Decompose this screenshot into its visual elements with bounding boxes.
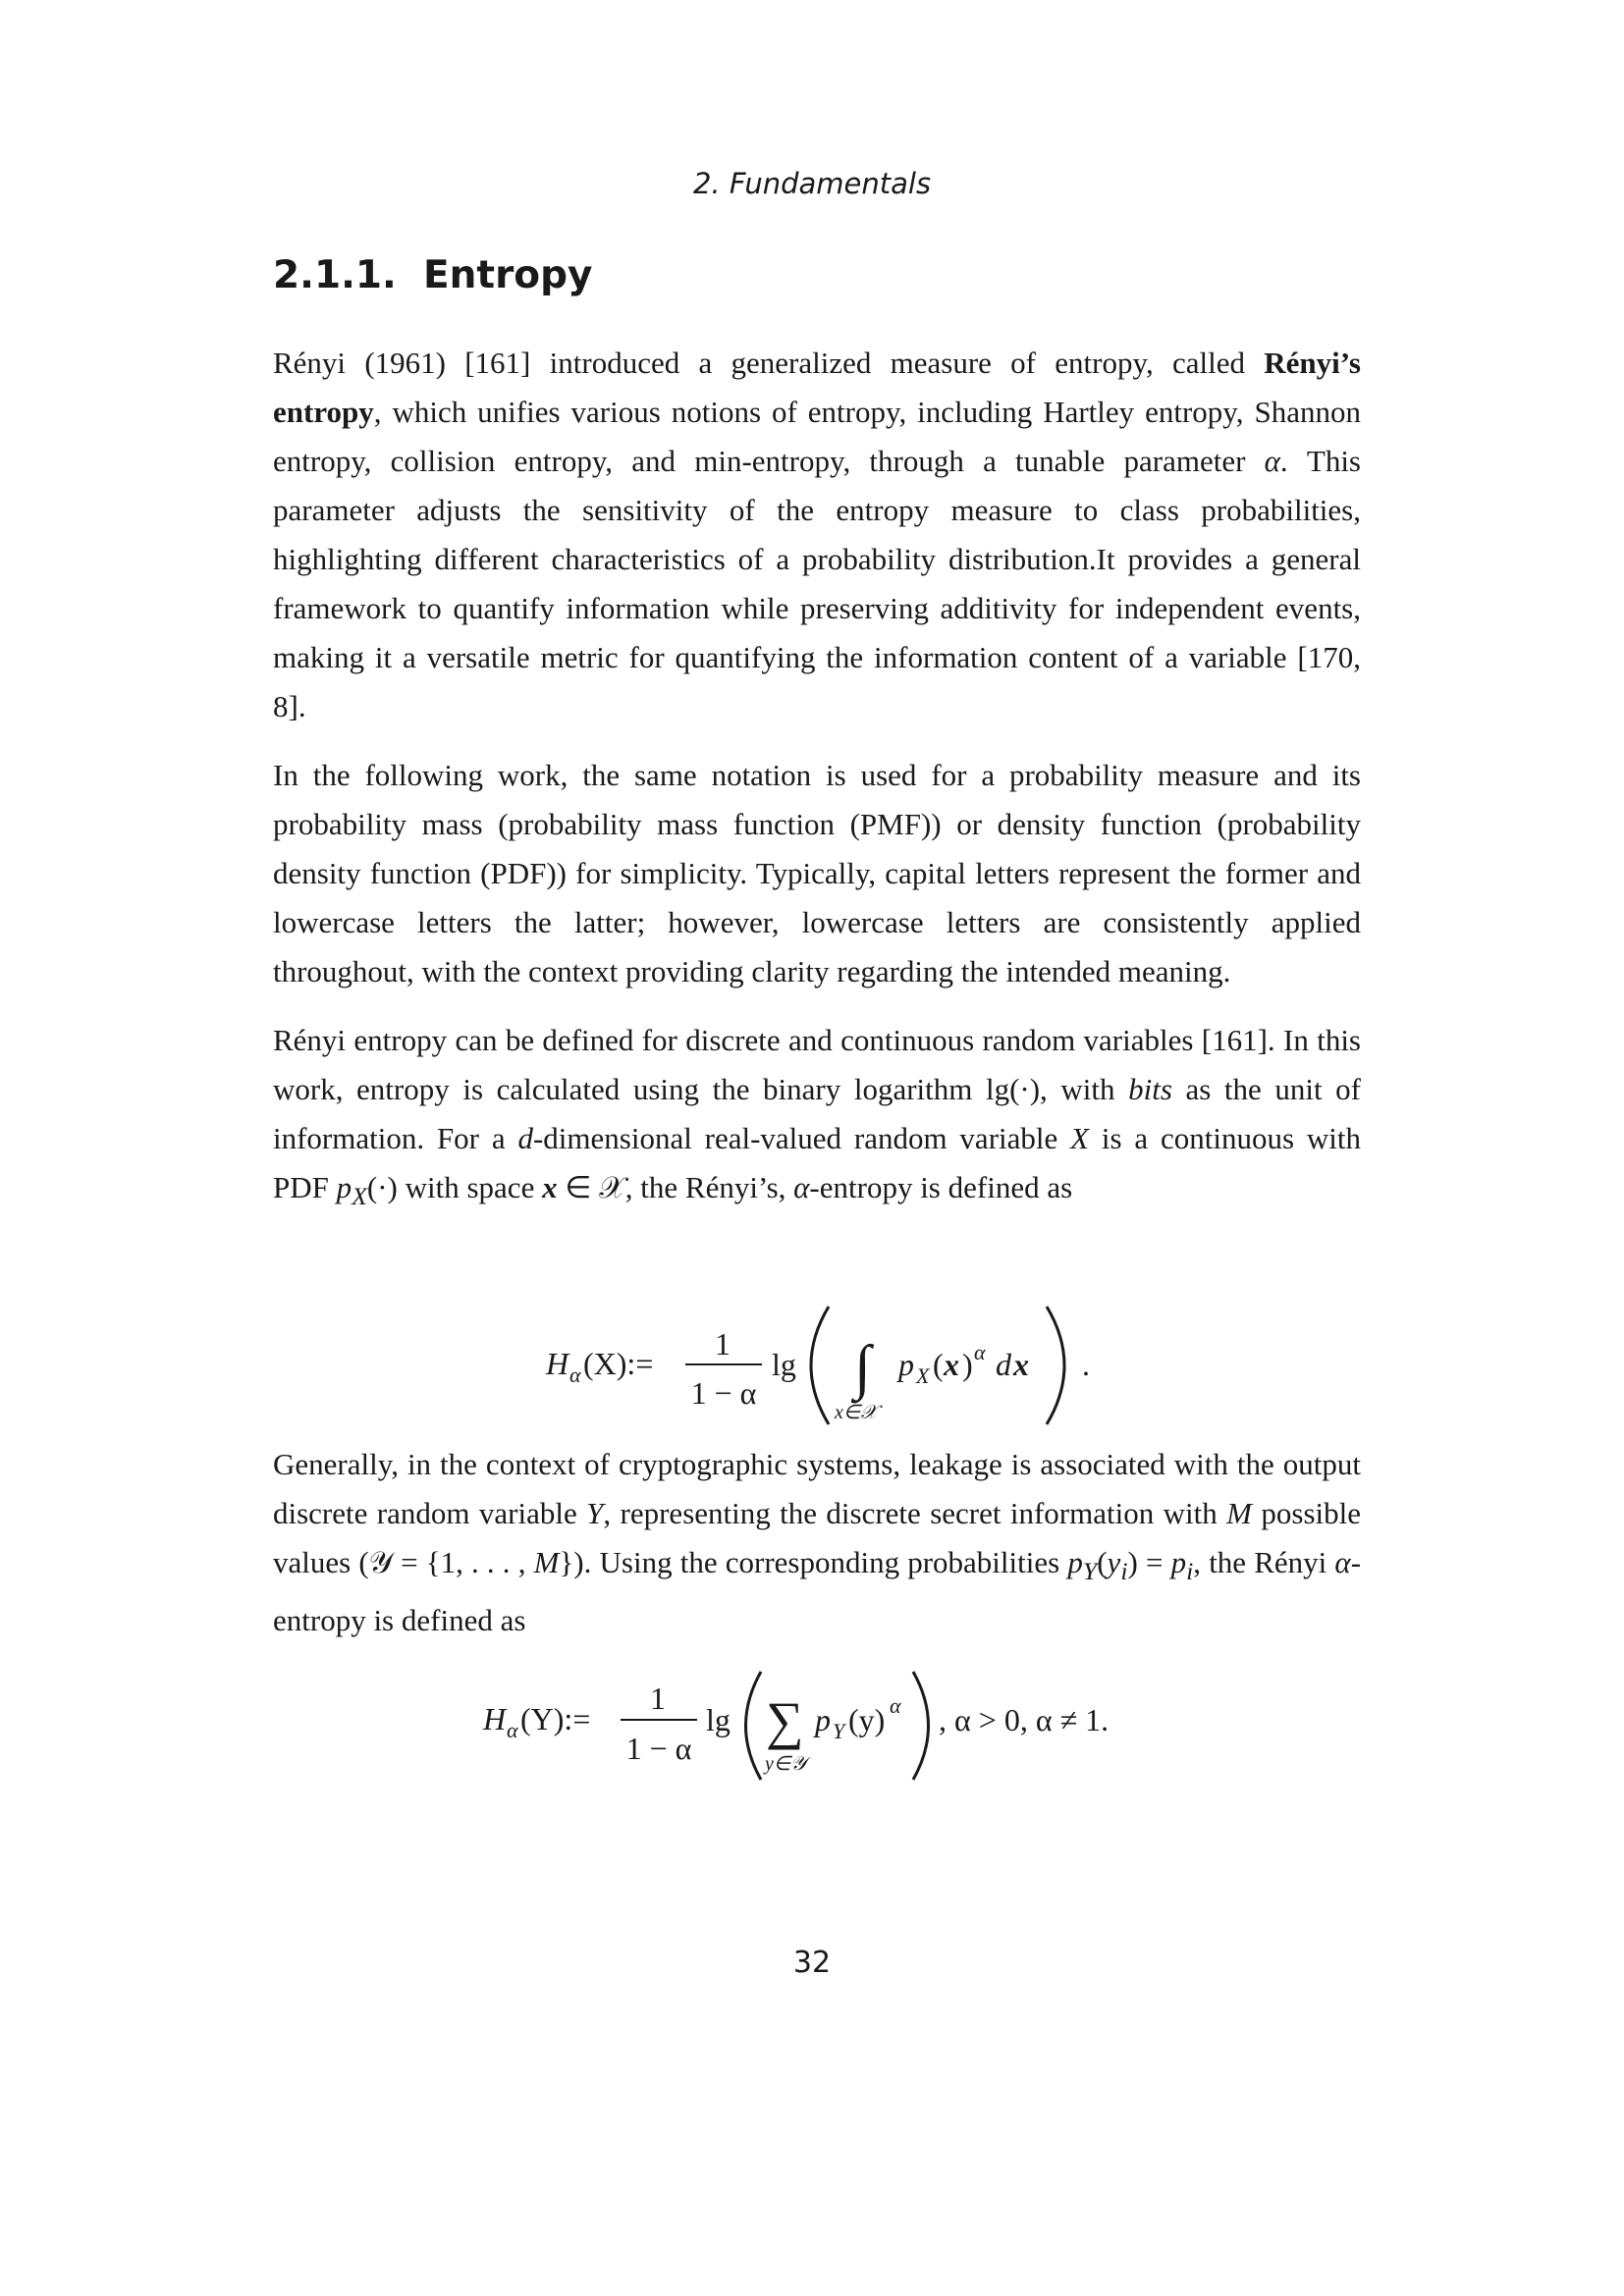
eq2-conditions: , α > 0, α ≠ 1. xyxy=(939,1702,1110,1737)
eq1-integrand-close: ) xyxy=(962,1347,973,1382)
eq2-sum: ∑ xyxy=(766,1691,804,1750)
eq2-lhs-rest: (Y):= xyxy=(520,1701,591,1736)
eq1-right-paren xyxy=(1047,1307,1064,1424)
eq1-left-paren xyxy=(811,1307,829,1424)
eq1-lhs-rest: (X):= xyxy=(583,1346,654,1381)
eq1-lhs-sub: α xyxy=(569,1362,581,1387)
text-block-2 xyxy=(273,1440,1361,1665)
section-number: 2.1.1. xyxy=(273,253,397,297)
section-heading xyxy=(273,253,592,297)
paragraph-1: Rényi (1961) [161] introduced a generalized measure of entropy, called Rényi’s entropy, which unifies various notions of entropy, including Hartley entropy, Shannon entropy, collision entropy, and min-entropy, through a tunable parameter α. This parameter adjusts the sensitivity of the entropy measure to class probabilities, highlighting different characteristics of a probability distribution.It provides a general framework to quantify information while preserving additivity for independent events, making it a versatile metric for quantifying the information content of a variable [170, 8]. xyxy=(273,346,1361,723)
eq1-integrand-sub: X xyxy=(916,1363,930,1388)
eq1-integrand-p: p xyxy=(898,1347,914,1382)
eq1-denominator: 1 − α xyxy=(690,1375,757,1411)
eq1-integral-sub: x∈𝒳 xyxy=(835,1402,878,1423)
eq1-integrand-sup: α xyxy=(974,1340,986,1364)
eq1-log: lg xyxy=(772,1347,796,1382)
eq2-log: lg xyxy=(706,1702,731,1737)
eq2-denominator: 1 − α xyxy=(625,1731,692,1766)
eq1-integrand-x: x xyxy=(944,1347,959,1382)
eq2-left-paren xyxy=(746,1672,762,1780)
paragraph-2: In the following work, the same notation is used for a probability measure and its probability mass (probability mass function (PMF)) or density function (probability density function (PDF)) for simplicity. Typically, capital letters represent the former and lowercase letters the latter; however, lowercase letters are consistently applied throughout, with the context providing clarity regarding the intended meaning. xyxy=(273,758,1361,988)
equation-1 xyxy=(0,1301,1624,1428)
running-header: 2. Fundamentals xyxy=(692,167,932,200)
section-title: Entropy xyxy=(423,253,593,297)
eq1-lhs-H: H xyxy=(546,1346,569,1381)
eq2-term-sup: α xyxy=(890,1693,901,1718)
eq2-term-p: p xyxy=(815,1702,831,1737)
paragraph-4: Generally, in the context of cryptographic systems, leakage is associated with the output discrete random variable Y, representing the discrete secret information with M possible values (𝒴 = {1, . . . , M}). Using the corresponding probabilities $p_Y(y_i) = p_i$, the Rényi α-entropy is defined as xyxy=(273,1447,1362,1638)
eq2-lhs-H: H xyxy=(483,1701,507,1736)
eq1-numerator: 1 xyxy=(715,1326,731,1362)
eq2-right-paren xyxy=(913,1672,929,1780)
eq2-term-rest: (y) xyxy=(848,1702,886,1737)
eq1-differential-x: x xyxy=(1013,1347,1029,1382)
eq2-term-sub: Y xyxy=(833,1719,845,1743)
text-block-1 xyxy=(273,339,1361,1241)
eq2-numerator: 1 xyxy=(650,1681,666,1716)
eq1-trailing: . xyxy=(1082,1347,1090,1382)
eq2-sum-sub: y∈𝒴 xyxy=(765,1753,806,1775)
eq2-lhs-sub: α xyxy=(507,1718,518,1742)
eq1-integral: ∫ xyxy=(854,1334,871,1401)
paragraph-3: Rényi entropy can be defined for discrete and continuous random variables [161]. In this work, entropy is calculated using the binary logarithm lg(·), with bits as the unit of information. For a d-dimensional real-valued random variable X is a continuous with PDF $p_X(\cdot)$ with space x ∈ 𝒳, the Rényi’s, α-entropy is defined as xyxy=(273,1023,1361,1211)
eq1-differential: d xyxy=(996,1347,1011,1382)
equation-2 xyxy=(0,1664,1624,1782)
page-number: 32 xyxy=(792,1946,832,1980)
eq1-integrand-open: ( xyxy=(933,1347,944,1382)
